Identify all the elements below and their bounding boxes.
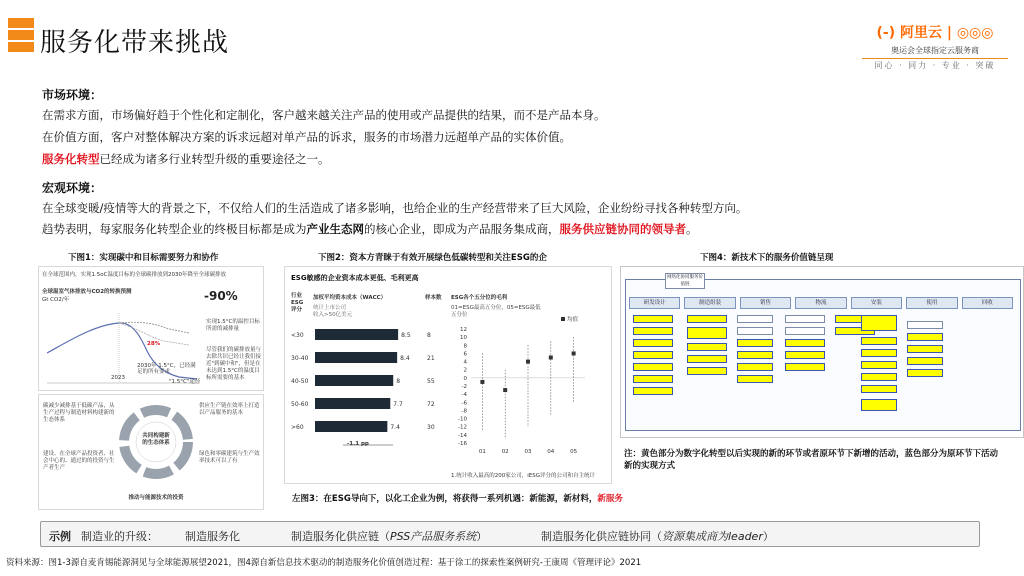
fig4-box [861, 385, 897, 393]
fig1-ecosystem-circle [38, 394, 264, 510]
fig4-box [687, 343, 727, 351]
fig3-caption-text: 左图3：在ESG导向下，以化工企业为例，将获得一系列机遇：新能源，新材料， [292, 494, 598, 504]
fig2-mid-sub: 01=ESG最高五分位，05=ESG最低五分位 [451, 305, 541, 318]
fig4-box [633, 315, 673, 323]
fig2-footnote: 1.统计收入最高的200家公司，iESG评分的公司和自主统计 [451, 473, 596, 479]
fig4-box [785, 351, 825, 359]
fig2-ytick: -10 [458, 416, 467, 423]
brand-block [860, 22, 1010, 71]
fig2-caption: 下图2：资本方青睐于有效开展绿色低碳转型和关注ESG的企 [318, 253, 547, 263]
fig2-mid-title: ESG各个五分位的毛利 [451, 295, 508, 301]
fig1-caption: 下图1：实现碳中和目标需要努力和协作 [68, 253, 219, 263]
macro-paragraph-2 [42, 219, 698, 239]
fig2-bar-count: 55 [427, 378, 435, 385]
example-stage-2 [291, 528, 487, 544]
fig2-bar-count: 72 [427, 401, 435, 408]
fig2-bar-category: 40-50 [291, 378, 309, 385]
fig4-box [861, 315, 897, 331]
example-lead: 制造业的升级： [81, 530, 158, 543]
fig2-bar-value: 8.5 [401, 332, 411, 339]
fig2-legend-label: 均值 [567, 317, 579, 323]
fig2-bar-category: >60 [291, 424, 304, 431]
fig4-column-header: 使用 [906, 297, 957, 309]
fig4-box [737, 351, 773, 359]
fig4-box [785, 327, 825, 335]
fig2-esg-chart [284, 266, 612, 484]
fig4-column-header: 制造组装 [684, 297, 735, 309]
brand-motto: 同心 · 同力 · 专业 · 突破 [874, 61, 996, 70]
fig4-box [785, 363, 825, 371]
fig4-box [737, 363, 773, 371]
example-box [40, 521, 980, 547]
macro-p2-part-c: 的核心企业，即成为产品服务集成商， [364, 222, 560, 236]
fig2-mean-point [503, 388, 507, 392]
fig4-box [687, 315, 727, 323]
fig4-box [861, 337, 897, 345]
fig4-column-header: 物流 [795, 297, 846, 309]
fig4-box [687, 327, 727, 339]
example-stage-1: 制造服务化 [185, 530, 240, 543]
fig4-box [785, 339, 825, 347]
example-stage-2-c: ） [476, 530, 488, 543]
fig2-mean-point [549, 356, 553, 360]
fig1-ring-item-2: 供应生产链在效率上打造以产品服务的基本 [199, 403, 260, 416]
source-note: 资料来源：图1-3源自麦肯锡能源洞见与全球能源展望2021，图4源自新信息技术驱动的制造服务化价值创造过程：基于徐工的探索性案例研究-王康周《管理评论》2021 [6, 558, 642, 568]
fig2-count-head: 样本数 [425, 295, 442, 301]
brand-tagline: 奥运会全球指定云服务商 [891, 46, 979, 55]
fig2-left-sub: 统计上市公司 收入>50亿美元 [313, 305, 353, 318]
fig4-box [861, 399, 897, 411]
fig3-caption [292, 492, 623, 504]
fig4-box [907, 357, 943, 365]
fig2-diff-label: -1.1 pp [347, 441, 369, 447]
macro-p2-part-a: 趋势表明，每家服务化转型企业的终极目标都是成为 [42, 222, 307, 236]
fig4-column-header: 安装 [851, 297, 902, 309]
fig1-ring-item-4: 建设、在全球产品投资者、社会中心的、通过的的投资与生产者生产 [43, 451, 115, 471]
fig2-bar-category: <30 [291, 332, 304, 339]
fig2-bar-category: 50-60 [291, 401, 309, 408]
fig2-mean-point [480, 380, 484, 384]
fig2-bar-value: 7.7 [393, 401, 403, 408]
fig4-box [907, 345, 943, 353]
fig4-box [737, 315, 773, 323]
fig2-scatter-plot [285, 267, 613, 485]
fig1-ring-bottom: 推动与能源技术的投资 [128, 495, 184, 501]
fig2-ytick: -14 [458, 432, 467, 439]
fig2-bar-value: 7.4 [390, 424, 400, 431]
fig4-column-header: 研发设计 [629, 297, 680, 309]
fig2-ytick: -8 [461, 408, 467, 415]
fig4-box [861, 361, 897, 369]
fig4-box [737, 327, 773, 335]
fig2-left-head: 加权平均资本成本（WACC） [313, 295, 387, 301]
fig4-top-box: 网络化协同服务价值链 [667, 275, 703, 287]
fig4-box [907, 333, 943, 341]
fig2-xtick: 02 [501, 449, 509, 455]
fig2-ytick: -6 [461, 400, 467, 407]
fig4-box [737, 339, 773, 347]
fig2-bar-value: 8 [396, 378, 401, 385]
fig4-note: 注：黄色部分为数字化转型以后实现的新的环节或者原环节下新增的活动，蓝色部分为原环节下活动新的实现方式 [624, 449, 999, 471]
fig2-bar-count: 30 [427, 424, 435, 431]
macro-heading: 宏观环境： [42, 181, 103, 195]
fig4-column-header: 销售 [740, 297, 791, 309]
fig2-mean-point [526, 360, 530, 364]
fig2-bar-count: 21 [427, 355, 435, 362]
fig2-ytick: 0 [463, 375, 467, 382]
fig2-xtick: 04 [547, 449, 555, 455]
fig1-top-note: 在全球范围内，实现1.5oC温度目标的全球碳排放到2030年降至全球碳排放 [42, 272, 226, 278]
fig4-column-header: 回收 [962, 297, 1013, 309]
market-paragraph-3-rest: 已经成为诸多行业转型升级的重要途径之一。 [99, 152, 330, 166]
fig4-caption: 下图4：新技术下的服务价值链呈现 [700, 253, 834, 263]
aliyun-logo: (-) 阿里云 | ◎◎◎ [876, 25, 994, 41]
fig2-ytick: 10 [460, 335, 467, 342]
market-heading: 市场环境： [42, 88, 103, 102]
fig4-value-chain [620, 266, 1024, 438]
example-stage-3 [541, 528, 774, 544]
fig4-box [633, 339, 673, 347]
fig1-chart-title: 全球温室气体排放与CO2的转换预测 [42, 289, 132, 295]
fig2-title: ESG敏感的企业资本成本更低、毛利更高 [291, 274, 419, 282]
highlight-servitization: 服务化转型 [42, 152, 100, 166]
fig4-box [907, 321, 943, 329]
fig2-xtick: 05 [570, 449, 578, 455]
fig2-ytick: -2 [461, 384, 467, 390]
example-label: 示例 [49, 530, 71, 543]
example-stage-3-a: 制造服务化供应链协同（ [541, 530, 662, 543]
fig1-side-note-2: 尽管我们的碳排放量与去除共识已经让我们接近"到碳中和"，但是在未达到1.5°C的温度目标所需要的基本 [206, 347, 262, 381]
fig1-label-2023: 2023 [111, 375, 125, 381]
fig2-ytick: -16 [458, 441, 467, 447]
fig2-ytick: -4 [461, 392, 467, 399]
fig4-box [687, 367, 727, 375]
fig1-emissions-chart [38, 266, 264, 391]
example-stage-3-c: ） [762, 530, 774, 543]
fig1-label-2030: 2030年 1.5°C，已经满足的所有要求 [137, 363, 196, 375]
macro-p2-end: 。 [686, 222, 698, 236]
fig2-mean-point [572, 351, 576, 355]
fig2-ytick: 12 [460, 327, 467, 333]
fig1-big-value: -90% [204, 289, 238, 303]
market-paragraph-1: 在需求方面，市场偏好趋于个性化和定制化，客户越来越关注产品的使用或产品提供的结果，而不是产品本身。 [42, 108, 606, 122]
fig1-ring-item-1: 碳减少减排基于低碳产品，从生产过程与制造材料构建新的生态体系 [43, 403, 115, 423]
example-stage-3-b: 资源集成商为leader [662, 530, 763, 543]
fig4-box [633, 327, 673, 335]
fig2-bar-count: 8 [427, 332, 431, 339]
fig4-box [861, 373, 897, 381]
fig3-caption-highlight: 新服务 [597, 494, 623, 504]
fig2-esg-axis: 行业ESG评分 [291, 293, 304, 313]
fig2-xtick: 01 [478, 449, 486, 455]
highlight-ecosystem: 产业生态网 [306, 222, 364, 236]
fig4-box [737, 375, 773, 383]
fig1-label-28: 28% [147, 341, 161, 347]
fig4-box [633, 387, 673, 395]
fig4-box [861, 349, 897, 357]
fig2-ytick: 6 [463, 351, 467, 358]
fig1-ring-item-3: 绿色和零碳建筑与生产效率技术可以了有 [199, 451, 260, 464]
highlight-supply-chain-leader: 服务供应链协同的领导者 [559, 222, 686, 236]
example-stage-2-b: PSS产品服务系统 [390, 530, 477, 543]
macro-paragraph-1: 在全球变暖/疫情等大的背景之下，不仅给人们的生活造成了诸多影响，也给企业的生产经营带来了巨大风险，企业纷纷寻找各种转型方向。 [42, 201, 748, 215]
fig2-ytick: 2 [463, 367, 467, 374]
market-paragraph-3 [42, 149, 330, 169]
fig4-box [633, 375, 673, 383]
fig1-label-1p5: "1.5°C"途径 [169, 379, 201, 385]
example-stage-2-a: 制造服务化供应链（ [291, 530, 390, 543]
fig2-xtick: 03 [524, 449, 532, 455]
fig4-box [785, 315, 825, 323]
fig2-bar-value: 8.4 [400, 355, 410, 362]
fig2-ytick: 8 [463, 343, 467, 350]
brand-divider [862, 58, 1008, 59]
fig2-ytick: 4 [463, 359, 467, 366]
fig1-side-note-1: 实现1.5°C的温控目标所需的减排量 [206, 319, 260, 332]
fig4-box [633, 351, 673, 359]
fig1-ring-center: 共同构建新的生态体系 [142, 433, 170, 446]
page-title: 服务化带来挑战 [40, 28, 230, 58]
fig4-box [907, 369, 943, 377]
market-paragraph-2: 在价值方面，客户对整体解决方案的诉求远超对单产品的诉求，服务的市场潜力远超单产品的实体价值。 [42, 130, 571, 144]
title-accent-bars [8, 18, 34, 52]
fig2-bar-category: 30-40 [291, 355, 309, 362]
fig1-unit: Gt CO2/年 [42, 297, 70, 303]
fig4-box [687, 355, 727, 363]
fig2-ytick: -12 [458, 424, 467, 431]
fig4-box [633, 363, 673, 371]
